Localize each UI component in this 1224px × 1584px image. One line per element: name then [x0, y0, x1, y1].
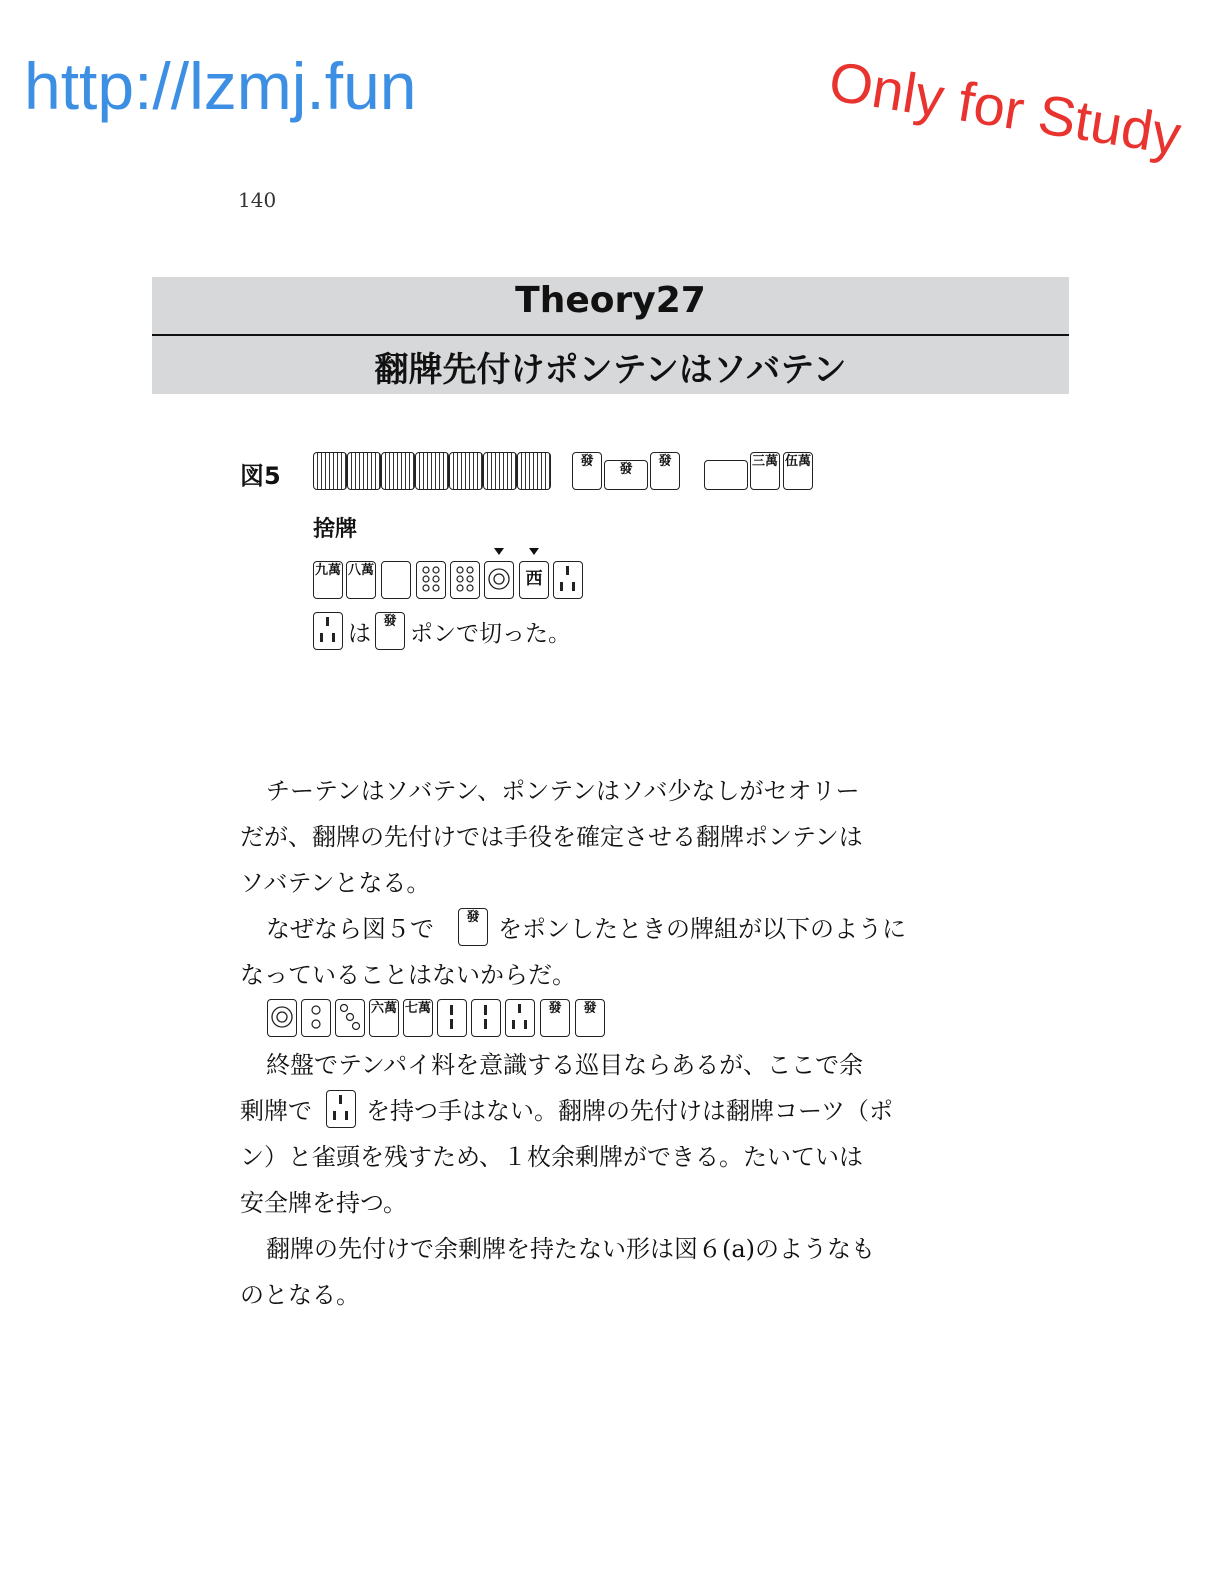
pinzu-icon [452, 562, 478, 596]
tile-manzu [750, 452, 780, 490]
tile-face: 發 [583, 1001, 597, 1016]
tile-face: 發 [466, 910, 480, 925]
tile-face: 三萬 [751, 454, 778, 469]
tile-pinzu-one [484, 561, 514, 599]
tile-manzu-sideways [704, 460, 748, 490]
tile-back [415, 452, 449, 490]
title-divider [152, 334, 1069, 336]
souzu-icon [473, 1000, 499, 1034]
tile-hatsu [650, 452, 680, 490]
souzu-icon [555, 562, 581, 596]
pinzu-three-icon [337, 1000, 363, 1034]
figure-label: 図5 [240, 462, 281, 490]
paragraph-line: ソバテンとなる。 [240, 869, 431, 897]
souzu-icon [439, 1000, 465, 1034]
discard-marker [494, 548, 504, 555]
caption-text: は [348, 621, 371, 647]
watermark-study: Only for Study [824, 48, 1186, 167]
paragraph-line: チーテンはソバテン、ポンテンはソバ少なしがセオリー [266, 777, 860, 805]
tile-pinzu [450, 561, 480, 599]
tile-souzu [471, 999, 501, 1037]
tile-hatsu [540, 999, 570, 1037]
tile-back [483, 452, 517, 490]
tile-manzu [403, 999, 433, 1037]
paragraph-line: 安全牌を持つ。 [240, 1189, 408, 1217]
chapter-title: 翻牌先付けポンテンはソバテン [374, 350, 847, 390]
tile-hatsu [572, 452, 602, 490]
tile-blank [381, 561, 411, 599]
tile-hatsu [458, 908, 488, 946]
tile-face: 發 [658, 454, 672, 469]
tile-pinzu [416, 561, 446, 599]
tile-souzu [437, 999, 467, 1037]
tile-manzu [783, 452, 813, 490]
pinzu-one-icon [486, 562, 512, 596]
pinzu-one-icon [269, 1000, 295, 1034]
paragraph-line: ン）と雀頭を残すため、１枚余剰牌ができる。たいていは [240, 1143, 864, 1171]
discard-label: 捨牌 [313, 517, 358, 542]
tile-pinzu [301, 999, 331, 1037]
tile-souzu [326, 1090, 356, 1128]
tile-souzu [313, 612, 343, 650]
tile-hatsu-sideways [604, 460, 648, 490]
tile-face [705, 461, 747, 463]
tile-face: 發 [580, 454, 594, 469]
tile-souzu [553, 561, 583, 599]
tile-face: 八萬 [347, 563, 374, 578]
paragraph-line: のとなる。 [240, 1281, 360, 1309]
paragraph-line: 翻牌の先付けで余剰牌を持たない形は図６(a)のようなも [266, 1235, 876, 1263]
tile-pinzu-one [267, 999, 297, 1037]
tile-face: 西 [525, 569, 543, 589]
tile-back [313, 452, 347, 490]
tile-back [381, 452, 415, 490]
paragraph-line: 終盤でテンパイ料を意識する巡目ならあるが、ここで余 [266, 1051, 864, 1079]
paragraph-line: 剰牌で [240, 1097, 312, 1125]
tile-hatsu [375, 612, 405, 650]
discard-marker [529, 548, 539, 555]
souzu-icon [315, 613, 341, 647]
tile-manzu [313, 561, 343, 599]
tile-face: 發 [619, 462, 633, 477]
paragraph-line: なっていることはないからだ。 [240, 961, 576, 989]
souzu-icon [507, 1000, 533, 1034]
tile-manzu [369, 999, 399, 1037]
tile-souzu [505, 999, 535, 1037]
pinzu-icon [418, 562, 444, 596]
pinzu-two-icon [303, 1000, 329, 1034]
watermark-url: http://lzmj.fun [24, 49, 417, 123]
tile-face: 發 [383, 614, 397, 629]
tile-face: 伍萬 [784, 454, 811, 469]
paragraph-line: だが、翻牌の先付けでは手役を確定させる翻牌ポンテンは [240, 823, 863, 851]
tile-back [517, 452, 551, 490]
paragraph-line: を持つ手はない。翻牌の先付けは翻牌コーツ（ポ [366, 1097, 894, 1125]
tile-hatsu [575, 999, 605, 1037]
theory-heading: Theory27 [515, 280, 706, 321]
tile-face: 七萬 [404, 1001, 431, 1016]
tile-face: 九萬 [314, 563, 341, 578]
tile-back [347, 452, 381, 490]
paragraph-line: なぜなら図５で [266, 915, 434, 943]
caption-text: ポンで切った。 [410, 621, 571, 647]
tile-face: 六萬 [370, 1001, 397, 1016]
souzu-icon [328, 1091, 354, 1125]
tile-face: 發 [548, 1001, 562, 1016]
tile-west [519, 561, 549, 599]
tile-manzu [346, 561, 376, 599]
tile-pinzu [335, 999, 365, 1037]
tile-back [449, 452, 483, 490]
paragraph-line: をポンしたときの牌組が以下のように [498, 915, 906, 943]
page-number: 140 [238, 188, 277, 212]
